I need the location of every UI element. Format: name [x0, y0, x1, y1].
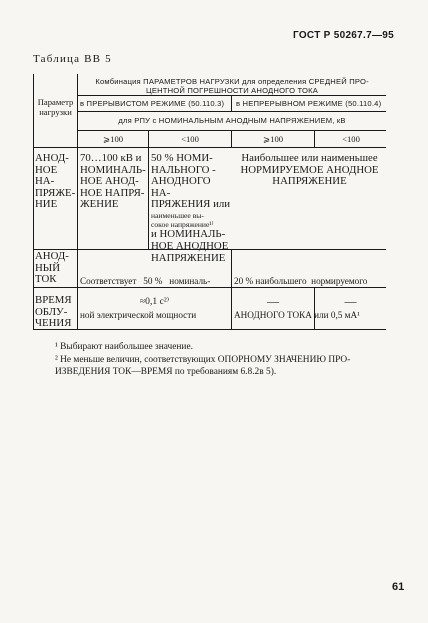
- cell-line: НАПРЯЖЕНИЕ: [272, 175, 347, 188]
- cell-line: наименьшее вы-: [151, 210, 204, 220]
- cell-line: НОЕ АНОДНОЕ: [151, 239, 229, 252]
- cell-time-intermittent: ≈0,1 с²⁾: [139, 296, 170, 307]
- cell-current-continuous: [234, 253, 386, 333]
- label-line: НИЕ: [35, 198, 58, 211]
- document-header: ГОСТ Р 50267.7—95: [293, 30, 394, 41]
- label-line: ВРЕМЯ: [35, 294, 72, 306]
- cell-line: НОЕ НАПРЯ-: [80, 186, 145, 199]
- label-line: АНОД-: [35, 250, 69, 262]
- combination-header: Комбинация ПАРАМЕТРОВ НАГРУЗКИ для определения СРЕДНЕЙ ПРОЦЕНТНОЙ ПОГРЕШНОСТИ АНОДНОГО ТОКА: [95, 77, 369, 96]
- cell-line: АНОДНОГО НА-: [151, 175, 211, 199]
- cell-voltage-intermittent-high: [80, 153, 146, 211]
- table-line: [231, 95, 232, 111]
- cell-line: ЖЕНИЕ: [80, 198, 119, 211]
- rpu-header: для РПУ с НОМИНАЛЬНЫМ АНОДНЫМ НАПРЯЖЕНИЕМ, кВ: [118, 116, 346, 125]
- cell-line: 70…100 кВ и: [80, 152, 142, 164]
- cell-voltage-continuous: [233, 153, 386, 188]
- table-line: [148, 130, 149, 249]
- table-line: [33, 74, 34, 329]
- label-line: АНОД-: [35, 152, 69, 164]
- table-line: [77, 74, 78, 329]
- col-header-3: ⩾100: [262, 134, 284, 144]
- cell-line: сокое напряжение¹⁾: [151, 220, 214, 230]
- mode-intermittent: в ПРЕРЫВИСТОМ РЕЖИМЕ (50.110.3): [80, 99, 225, 108]
- cell-line: НОРМИРУЕМОЕ АНОДНОЕ: [240, 163, 379, 176]
- cell-line: 50 % НОМИ-: [151, 152, 213, 164]
- page-number: 61: [392, 581, 405, 593]
- cell-line: 20 % наибольшего нормируемого: [234, 275, 368, 286]
- table-line: [77, 111, 386, 112]
- label-line: ПРЯЖЕ-: [35, 186, 76, 199]
- cell-line: ной электрической мощности: [80, 310, 197, 321]
- row-label-anode-current: [35, 251, 77, 286]
- col-header-1: ⩾100: [102, 134, 124, 144]
- row-label-anode-voltage: [35, 153, 77, 211]
- label-line: ТОК: [35, 273, 57, 286]
- cell-line: Соответствует 50 % номиналь-: [80, 275, 211, 286]
- table-line: [231, 130, 232, 147]
- table-line: [33, 147, 386, 148]
- label-line: ОБЛУ-: [35, 305, 68, 318]
- table-caption: Таблица ВВ 5: [33, 53, 112, 65]
- cell-line: НАЛЬНОГО -: [151, 163, 216, 176]
- table-line: [231, 249, 232, 329]
- cell-time-continuous-high: —: [267, 294, 279, 308]
- label-line: НОЕ НА-: [35, 163, 58, 188]
- cell-voltage-intermittent-low: [151, 153, 231, 264]
- cell-line: НОЕ АНОД-: [80, 175, 139, 188]
- mode-continuous: в НЕПРЕРЫВНОМ РЕЖИМЕ (50.110.4): [236, 99, 382, 108]
- col-header-4: <100: [342, 134, 360, 144]
- footnote-1: ¹ Выбирают наибольшее значение.: [55, 342, 193, 352]
- cell-line: НАПРЯЖЕНИЕ: [151, 251, 226, 264]
- cell-line: АНОДНОГО ТОКА или 0,5 мА¹: [234, 310, 360, 321]
- table-line: [314, 130, 315, 147]
- label-line: ЧЕНИЯ: [35, 317, 72, 330]
- param-header: Параметр нагрузки: [37, 97, 74, 117]
- cell-time-continuous-low: —: [344, 294, 357, 308]
- cell-line: ПРЯЖЕНИЯ или: [151, 198, 231, 211]
- footnote-2: ² Не меньше величин, соответствующих ОПОРНОМУ ЗНАЧЕНИЮ ПРОИЗВЕДЕНИЯ ТОК—ВРЕМЯ по требованиям 6.8.2в 5).: [55, 355, 351, 378]
- label-line: НЫЙ: [35, 261, 61, 274]
- cell-line: НОМИНАЛЬ-: [80, 163, 146, 176]
- col-header-2: <100: [181, 134, 199, 144]
- cell-line: и НОМИНАЛЬ-: [151, 228, 226, 241]
- cell-current-intermittent: [80, 253, 230, 333]
- cell-line: Наибольшее или наименьшее: [241, 152, 378, 164]
- row-label-exposure-time: [35, 295, 77, 330]
